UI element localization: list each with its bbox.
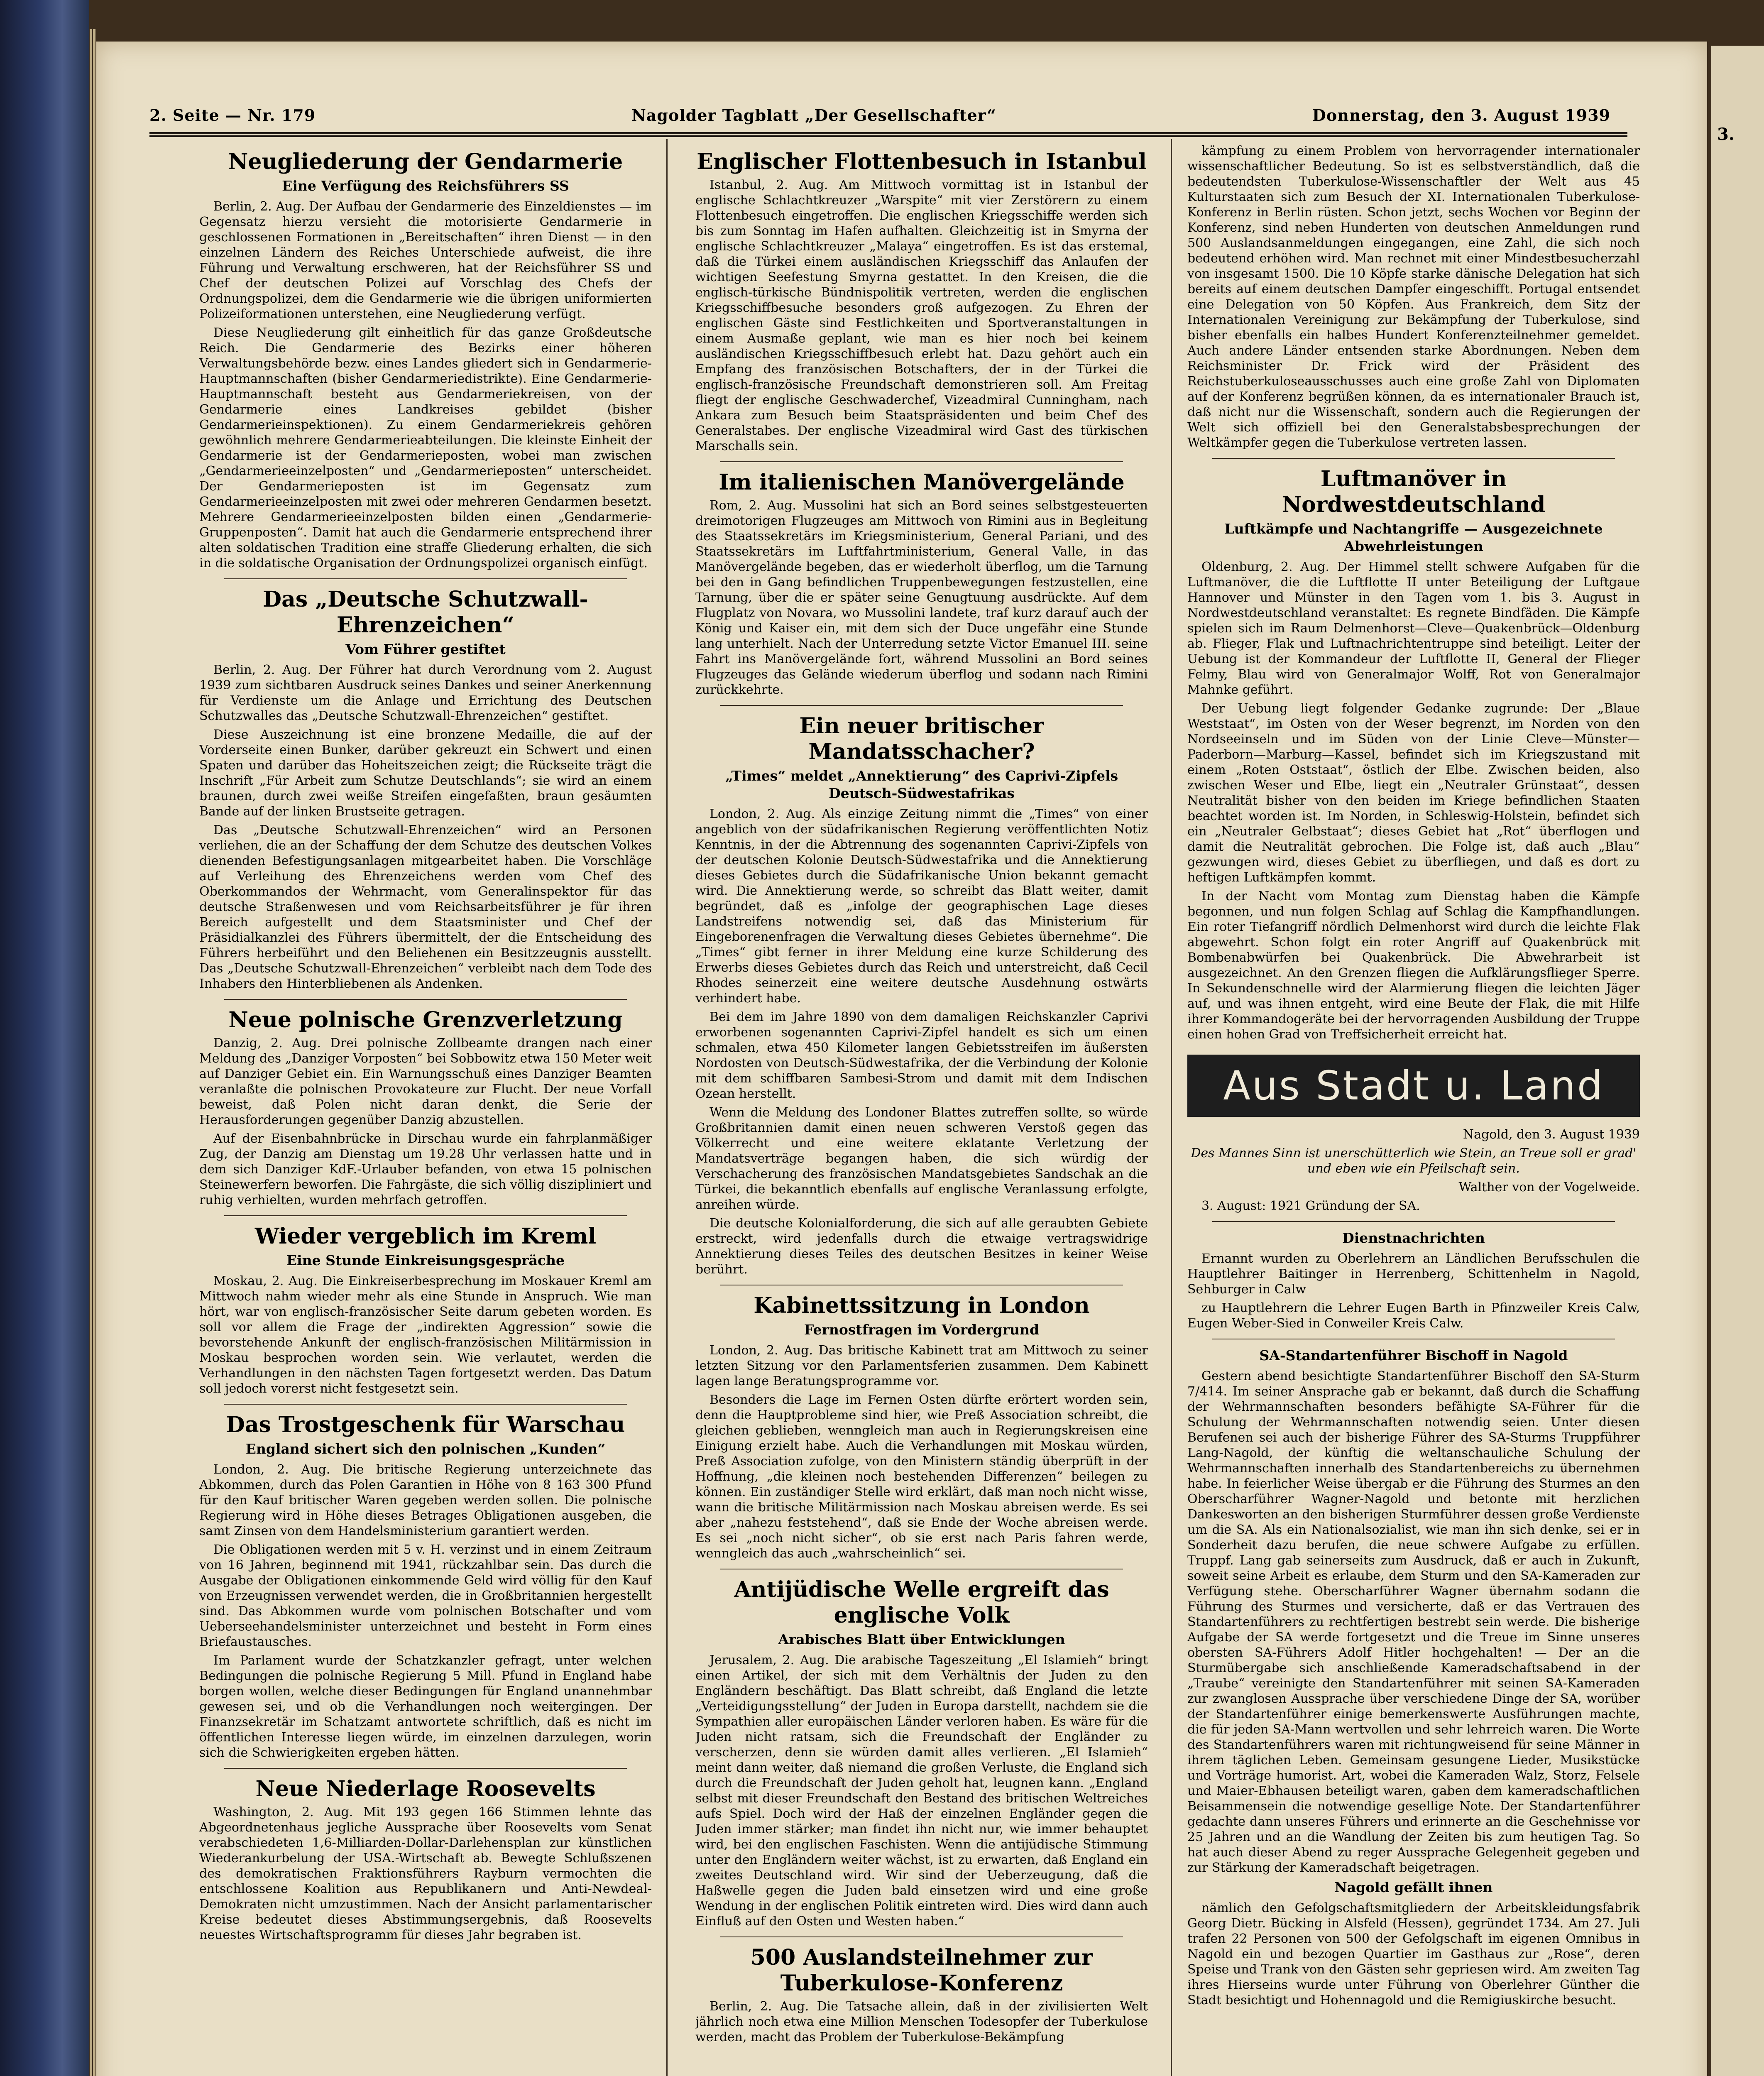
header-rule — [149, 132, 1627, 134]
subheadline: Eine Stunde Einkreisungsgespräche — [286, 1252, 565, 1268]
column-rule — [666, 139, 668, 2076]
paragraph: Im Parlament wurde der Schatzkanzler gefragt, unter welchen Bedingungen die polnische Regierung 5 Mill. Pfund in England habe borgen wollen, welche dieser Bedingungen für England unannehmbar gewesen sei, und ob die Verhandlungen noch weitergingen. Der Finanzsekretär im Schatzamt antwortete schriftlich, daß es nicht im öffentlichen Interesse liegen würde, im einzelnen darzulegen, worin sich die Schwierigkeiten ergeben hätten. — [199, 1653, 652, 1760]
paragraph: Washington, 2. Aug. Mit 193 gegen 166 Stimmen lehnte das Abgeordnetenhaus jegliche Aussprache über Roosevelts vom Senat verabschiedeten 1,6-Milliarden-Dollar-Darlehensplan zur künstlichen Wiederankurbelung der USA.-Wirtschaft ab. Bewegte Schlußszenen des demokratischen Fraktionsführers Rayburn vermochten die entschlossene Koalition aus Republikanern und Anti-Newdeal-Demokraten nicht umzustimmen. Nach der Ansicht parlamentarischer Kreise bedeutet dieses Abstimmungsergebnis, daß Roosevelts neuestes Wirtschaftsprogramm für dieses Jahr begraben ist. — [199, 1805, 652, 1942]
paragraph: Das „Deutsche Schutzwall-Ehrenzeichen“ wird an Personen verliehen, die an der Schaffung der dem Schutze des deutschen Volkes dienenden Befestigungsanlagen mitgearbeitet haben. Die Vorschläge auf Verleihung des Ehrenzeichens werden vom Chef des Oberkommandos der Wehrmacht, vom Generalinspektor für das deutsche Straßenwesen und vom Reichsarbeitsführer je für ihren Bereich aufgestellt und dem Staatsminister und Chef der Präsidialkanzlei des Führers übermittelt, der die Entscheidung des Führers herbeiführt und den Beliehenen ein Besitzzeugnis ausstellt. Das „Deutsche Schutzwall-Ehrenzeichen“ verbleibt nach dem Tode des Inhabers den Hinterbliebenen als Andenken. — [199, 823, 652, 991]
page-header — [149, 83, 1610, 125]
subheadline: Luftkämpfe und Nachtangriffe — Ausgezeichnete Abwehrleistungen — [1224, 521, 1603, 554]
paragraph: kämpfung zu einem Problem von hervorragender internationaler wissenschaftlicher Bedeutung. So ist es selbstverständlich, daß die bedeutendsten Tuberkulose-Wissenschaftler der Welt aus 45 Kulturstaaten sich zum Besuch der XI. Internationalen Tuberkulose-Konferenz in Berlin rüsten. Schon jetzt, sechs Wochen vor Beginn der Konferenz, sind neben Hunderten von deutschen Anmeldungen rund 500 Auslandsanmeldungen eingegangen, eine Zahl, die sich noch bedeutend erhöhen wird. Man rechnet mit einer Mindestbesucherzahl von insgesamt 1500. Die 10 Köpfe starke dänische Delegation hat sich bereits auf einem deutschen Dampfer eingeschifft. Portugal entsendet eine Delegation von 50 Köpfen. Aus Frankreich, dem Sitz der Internationalen Vereinigung zur Bekämpfung der Tuberkulose, sind bisher ebenfalls ein halbes Hundert Konferenzteilnehmer gemeldet. Auch andere Länder entsenden starke Abordnungen. Neben dem Reichsminister Dr. Frick wird der Präsident des Reichstuberkuloseausschusses auch eine große Zahl von Diplomaten auf der Konferenz begrüßen können, da es internationaler Brauch ist, daß nicht nur die Wissenschaft, sondern auch die Regierungen der Welt sich offiziell bei den Generalstabsbesprechungen der Weltkämpfer gegen die Tuberkulose vertreten lassen. — [1187, 144, 1640, 450]
headline: Kabinettssitzung in London — [754, 1293, 1090, 1318]
paragraph: Diese Auszeichnung ist eine bronzene Medaille, die auf der Vorderseite einen Bunker, darüber gekreuzt ein Schwert und einen Spaten und darüber das Hoheitszeichen zeigt; die Rückseite trägt die Inschrift „Für Arbeit zum Schutze Deutschlands“; sie wird an einem braunen, durch zwei weiße Streifen eingefaßten, braun gesäumten Bande auf der linken Brustseite getragen. — [199, 727, 652, 819]
separator — [720, 1936, 1123, 1937]
headline: Im italienischen Manövergelände — [719, 470, 1125, 495]
headline: Neue polnische Grenzverletzung — [228, 1007, 623, 1033]
headline: Wieder vergeblich im Kreml — [254, 1224, 597, 1249]
paragraph: Jerusalem, 2. Aug. Die arabische Tageszeitung „El Islamieh“ bringt einen Artikel, der sich mit dem Verhältnis der Juden zu den Engländern beschäftigt. Das Blatt schreibt, daß England die letzte „Verteidigungsstellung“ der Juden in Europa darstellt, nachdem sie die Sympathien aller europäischen Länder verloren haben. Es wäre für die Juden nicht ratsam, sich die Freundschaft der Engländer zu verscherzen, denn sie würden damit alles verlieren. „El Islamieh“ meint dann weiter, daß niemand die großen Verluste, die England sich durch die Freundschaft der Juden geholt hat, leugnen kann. „England selbst mit dieser Freundschaft den Bestand des britischen Weltreiches aufs Spiel. Doch wird der Haß der einzelnen Engländer gegen die Juden immer stärker; man findet ihn nicht nur, wie immer behauptet wird, bei den englischen Faschisten. Wenn die antijüdische Stimmung unter den Engländern weiter wächst, ist zu erwarten, daß England ein zweites Deutschland wird. Wir sind der Ueberzeugung, daß die Haßwelle gegen die Juden bald einsetzen wird und eine große Wendung in der englischen Politik eintreten wird. Dies wird dann auch Einfluß auf den Osten und Westen haben.“ — [695, 1653, 1148, 1929]
headline: Neugliederung der Gendarmerie — [228, 149, 623, 174]
separator — [720, 461, 1123, 462]
paragraph: In der Nacht vom Montag zum Dienstag haben die Kämpfe begonnen, und nun folgen Schlag auf Schlag die Kampfhandlungen. Ein roter Tiefangriff nördlich Delmenhorst wird durch die leichte Flak abgewehrt. Schon folgt ein roter Angriff auf Quakenbrück mit Bombenabwürfen bei Quakenbrück. Die Abwehrarbeit ist ausgezeichnet. An den Grenzen fliegen die Aufklärungsflieger Sperre. In Sekundenschnelle wird der Alarmierung fliegen die leichten Jäger auf, und was ihnen entgeht, wird eine Beute der Flak, die mit Hilfe ihrer Kommandogeräte bei der hervorragenden Ausbildung der Truppe einen hohen Grad von Treffsicherheit erreicht hat. — [1187, 889, 1640, 1042]
paragraph: Rom, 2. Aug. Mussolini hat sich an Bord seines selbstgesteuerten dreimotorigen Flugzeuges am Mittwoch von Rimini aus in Begleitung des Staatssekretärs im Kriegsministerium, General Pariani, und des Staatssekretärs im Luftfahrtministerium, General Valle, in das Manövergelände begeben, das er wiederholt überflog, um die Tarnung bei den in Gang befindlichen Truppenbewegungen festzustellen, eine Tarnung, über die er später seine Genugtuung ausdrückte. Auf dem Flugplatz von Novara, wo Mussolini landete, traf kurz darauf auch der König und Kaiser ein, mit dem sich der Duce ungefähr eine Stunde lang unterhielt. Nach der Unterredung setzte Victor Emanuel III. seine Fahrt ins Manövergelände fort, während Mussolini an Bord seines Flugzeuges das Gelände wiederum überflog und sodann nach Rimini zurückkehrte. — [695, 498, 1148, 697]
headline: Englischer Flottenbesuch in Istanbul — [697, 149, 1147, 174]
headline: Das „Deutsche Schutzwall-Ehrenzeichen“ — [263, 587, 588, 638]
header-masthead: Nagolder Tagblatt „Der Gesellschafter“ — [631, 106, 997, 125]
headline: Nagold gefällt ihnen — [1334, 1879, 1493, 1895]
subheadline: „Times“ meldet „Annektierung“ des Caprivi-Zipfels Deutsch-Südwestafrikas — [725, 768, 1118, 801]
separator — [224, 1768, 627, 1769]
paragraph: Danzig, 2. Aug. Drei polnische Zollbeamte drangen nach einer Meldung des „Danziger Vorposten“ bei Sobbowitz etwa 150 Meter weit auf Danziger Gebiet ein. Ein Warnungsschuß eines Danziger Beamten veranlaßte die polnischen Provokateure zur Flucht. Der neue Vorfall beweist, daß Polen nicht daran denkt, die Serie der Herausforderungen gegenüber Danzig abzustellen. — [199, 1036, 652, 1127]
paragraph: Wenn die Meldung des Londoner Blattes zutreffen sollte, so würde Großbritannien damit einen neuen schweren Verstoß gegen das Völkerrecht und eine weitere eklatante Verletzung der Mandatsverträge begangen haben, die sich würdig der Verschacherung des französischen Mandatsgebietes Sandschak an die Türkei, die bekanntlich ebenfalls auf englische Veranlassung erfolgte, anreihen würde. — [695, 1105, 1148, 1212]
column-1 — [199, 143, 652, 2076]
headline: Luftmanöver in Nordwestdeutschland — [1282, 466, 1546, 517]
paragraph: Berlin, 2. Aug. Der Aufbau der Gendarmerie des Einzeldienstes — im Gegensatz hierzu versieht die motorisierte Gendarmerie in geschlossenen Formationen in „Bereitschaften“ ihren Dienst — in den einzelnen Ländern des Reiches Unterschiede aufweist, die ihre Führung und Verwaltung erschweren, hat der Reichsführer SS und Chef der deutschen Polizei auf Vorschlag des Chefs der Ordnungspolizei, dem die Gendarmerie wie die übrigen uniformierten Polizeiformationen unterstehen, eine Neugliederung verfügt. — [199, 199, 652, 321]
dateline: Nagold, den 3. August 1939 — [1463, 1127, 1640, 1142]
paragraph: Oldenburg, 2. Aug. Der Himmel stellt schwere Aufgaben für die Luftmanöver, die die Luftflotte II unter Beteiligung der Luftgaue Hannover und Münster in den Tagen vom 1. bis 3. August in Nordwestdeutschland veranstaltet: Es regnete Bindfäden. Die Kämpfe spielen sich im Raum Delmenhorst—Cleve—Quakenbrück—Oldenburg ab. Flieger, Flak und Luftnachrichtentruppe sind beteiligt. Leiter der Uebung ist der Kommandeur der Luftflotte II, General der Flieger Felmy, Blau wird von Generalmajor Wolff, Rot von Generalmajor Mahnke geführt. — [1187, 560, 1640, 697]
header-page-number: 2. Seite — Nr. 179 — [149, 106, 316, 125]
separator — [224, 999, 627, 1000]
paragraph: Besonders die Lage im Fernen Osten dürfte erörtert worden sein, denn die Hauptprobleme sind hier, wie Preß Association schreibt, die gleichen geblieben, wenngleich man auch in Regierungskreisen eine Einigung erzielt habe. Auch die Verhandlungen mit Moskau würden, Preß Association zufolge, von den Ministern ständig überprüft in der Hoffnung, „die kleinen noch bestehenden Differenzen“ beilegen zu können. Ein zuständiger Stelle wird erklärt, daß man noch nicht wisse, wann die britische Militärmission nach Moskau abreisen werde. Es sei aber „nahezu feststehend“, daß sie Ende der Woche abreisen werde. Es sei „noch nicht sicher“, ob sie erst nach Paris fahren werde, wenngleich das auch „wahrscheinlich“ sei. — [695, 1393, 1148, 1561]
separator — [720, 705, 1123, 706]
separator — [224, 578, 627, 579]
subheadline: Vom Führer gestiftet — [345, 641, 506, 657]
paragraph: Moskau, 2. Aug. Die Einkreiserbesprechung im Moskauer Kreml am Mittwoch nahm wieder mehr als eine Stunde in Anspruch. Wie man hört, war von englisch-französischer Seite darum gebeten worden. Es soll vor allem die Frage der „indirekten Aggression“ sowie die bevorstehende Ankunft der englisch-französischen Militärmission in Moskau besprochen worden sein. Wie verlautet, werden die Verhandlungen in den nächsten Tagen fortgesetzt werden. Das Datum soll jedoch vorerst nicht festgesetzt sein. — [199, 1274, 652, 1396]
paragraph: Diese Neugliederung gilt einheitlich für das ganze Großdeutsche Reich. Die Gendarmerie des Bezirks einer höheren Verwaltungsbehörde bezw. eines Landes gliedert sich in Gendarmerie-Hauptmannschaften (bisher Gendarmeriedistrikte). Eine Gendarmerie-Hauptmannschaft besteht aus Gendarmeriekreisen, von der Gendarmerie eines Landkreises gebildet (bisher Gendarmerieinspektionen). Zu einem Gendarmeriekreis gehören gewöhnlich mehrere Gendarmerieabteilungen. Die kleinste Einheit der Gendarmerie ist der Gendarmerieposten, wobei man zwischen „Gendarmerieeinzelposten“ und „Gendarmerieposten“ unterscheidet. Der Gendarmerieposten ist im Gegensatz zum Gendarmerieeinzelposten mit zwei oder mehreren Gendarmen besetzt. Mehrere Gendarmerieeinzelposten bilden einen „Gendarmerie-Gruppenposten“. Damit hat auch die Gendarmerie entsprechend ihrer alten soldatischen Tradition eine straffe Gliederung erhalten, die sich in die soldatische Organisation der Ordnungspolizei organisch einfügt. — [199, 326, 652, 570]
headline: Ein neuer britischer Mandatsschacher? — [799, 713, 1044, 764]
page-edge — [90, 29, 92, 2076]
header-rule — [149, 135, 1627, 137]
paragraph: London, 2. Aug. Als einzige Zeitung nimmt die „Times“ von einer angeblich von der südafrikanischen Regierung veröffentlichten Notiz Kenntnis, in der die Abtrennung des sogenannten Caprivi-Zipfels von der deutschen Kolonie Deutsch-Südwestafrika und die Annektierung dieses Gebietes durch die Südafrikanische Union bekannt gemacht wird. Die Annektierung werde, so schreibt das Blatt weiter, damit begründet, daß es „infolge der geographischen Lage dieses Landstreifens notwendig sei, daß das Ministerium für Eingeborenenfragen die Verwaltung dieses Gebietes übernehme“. Die „Times“ gibt ferner in ihrer Meldung eine kurze Schilderung des Erwerbs dieses Gebietes durch das Reich und unterstreicht, daß Cecil Rhodes seinerzeit eine weitere deutsche Ausdehnung ostwärts verhindert habe. — [695, 807, 1148, 1006]
motto-quote: Des Mannes Sinn ist unerschütterlich wie Stein, an Treue soll er grad' und eben wie ein Pfeilschaft sein. — [1191, 1146, 1637, 1176]
paragraph: Berlin, 2. Aug. Der Führer hat durch Verordnung vom 2. August 1939 zum sichtbaren Ausdruck seines Dankes und seiner Anerkennung für Verdienste um die Anlage und Errichtung des Deutschen Schutzwalles das „Deutsche Schutzwall-Ehrenzeichen“ gestiftet. — [199, 663, 652, 723]
headline: Das Trostgeschenk für Warschau — [226, 1412, 625, 1437]
page-edge — [93, 29, 95, 2076]
paragraph: Der Uebung liegt folgender Gedanke zugrunde: Der „Blaue Weststaat“, im Osten von der Weser begrenzt, im Norden von den Nordseeinseln und im Süden von der Linie Cleve—Münster—Paderborn—Marburg—Kassel, befindet sich im Kriegszustand mit einem „Roten Oststaat“, östlich der Elbe. Zwischen beiden, also zwischen Weser und Elbe, liegt ein „Neutraler Grünstaat“, dessen Neutralität bisher von den beiden im Kriege befindlichen Staaten beachtet worden ist. Im Norden, in Schleswig-Holstein, befindet sich ein „Neutraler Gelbstaat“; dieses Gebiet hat „Rot“ überflogen und damit die Neutralität gebrochen. Die Folge ist, daß auch „Blau“ gezwungen wird, dieses Gebiet zu überfliegen, und daß es dort zu heftigen Luftkämpfen kommt. — [1187, 701, 1640, 885]
section-banner: Aus Stadt u. Land — [1187, 1055, 1640, 1117]
paragraph: Bei dem im Jahre 1890 von dem damaligen Reichskanzler Caprivi erworbenen sogenannten Caprivi-Zipfel handelt es sich um einen schmalen, etwa 450 Kilometer langen Gebietsstreifen im äußersten Nordosten von Deutsch-Südwestafrika, der die Verbindung der Kolonie mit dem schiffbaren Sambesi-Strom und damit mit dem Indischen Ozean herstellt. — [695, 1010, 1148, 1101]
paragraph: zu Hauptlehrern die Lehrer Eugen Barth in Pfinzweiler Kreis Calw, Eugen Weber-Sied in Conweiler Kreis Calw. — [1187, 1301, 1640, 1331]
next-page-strip — [1711, 46, 1764, 2076]
headline: Neue Niederlage Roosevelts — [255, 1776, 596, 1802]
next-page-number: 3. — [1717, 125, 1735, 144]
headline: SA-Standartenführer Bischoff in Nagold — [1259, 1347, 1568, 1364]
separator — [224, 1404, 627, 1405]
subheadline: Fernostfragen im Vordergrund — [804, 1322, 1040, 1338]
paragraph: London, 2. Aug. Das britische Kabinett trat am Mittwoch zu seiner letzten Sitzung vor den Parlamentsferien zusammen. Dem Kabinett lagen lange Beratungsprogramme vor. — [695, 1343, 1148, 1388]
header-date: Donnerstag, den 3. August 1939 — [1312, 106, 1610, 125]
book-binding — [0, 0, 89, 2076]
subheadline: Arabisches Blatt über Entwicklungen — [778, 1631, 1065, 1648]
separator — [224, 1215, 627, 1216]
paragraph: Berlin, 2. Aug. Die Tatsache allein, daß in der zivilisierten Welt jährlich noch etwa eine Million Menschen Todesopfer der Tuberkulose werden, macht das Problem der Tuberkulose-Bekämpfung — [695, 1999, 1148, 2044]
paragraph: nämlich den Gefolgschaftsmitgliedern der Arbeitskleidungsfabrik Georg Dietr. Bücking in Alsfeld (Hessen), gegründet 1734. Am 27. Juli trafen 22 Personen von 500 der Gefolgschaft im eigenen Omnibus in Nagold ein und bezogen Quartier im Gasthaus zur „Rose“, deren Speise und Trank von den Gästen sehr gepriesen wird. Am zweiten Tag ihres Hierseins wurde unter Führung von Oberlehrer Günther die Stadt besichtigt und Hohennagold und die Remigiuskirche besucht. — [1187, 1901, 1640, 2007]
memorial-note: 3. August: 1921 Gründung der SA. — [1201, 1199, 1420, 1213]
paragraph: London, 2. Aug. Die britische Regierung unterzeichnete das Abkommen, durch das Polen Garantien in Höhe von 8 163 300 Pfund für den Kauf britischer Waren gegeben werden sollen. Die polnische Regierung wird in Höhe dieses Betrages Obligationen ausgeben, die samt Zinsen von dem Handelsministerium garantiert werden. — [199, 1462, 652, 1538]
headline: Antijüdische Welle ergreift das englische Volk — [734, 1577, 1109, 1628]
separator — [1212, 458, 1615, 459]
paragraph: Auf der Eisenbahnbrücke in Dirschau wurde ein fahrplanmäßiger Zug, der Danzig am Dienstag um 19.28 Uhr verlassen hatte und in dem sich Danziger KdF.-Urlauber befanden, von etwa 15 polnischen Steinewerfern beworfen. Die Fahrgäste, die sich völlig diszipliniert und ruhig verhielten, wurden mehrfach getroffen. — [199, 1131, 652, 1207]
quote-author: Walther von der Vogelweide. — [1458, 1180, 1640, 1195]
paragraph: Die Obligationen werden mit 5 v. H. verzinst und in einem Zeitraum von 16 Jahren, beginnend mit 1941, rückzahlbar sein. Das durch die Ausgabe der Obligationen einkommende Geld wird völlig für den Kauf von Erzeugnissen verwendet werden, die in Großbritannien hergestellt sind. Das Abkommen wurde vom polnischen Botschafter und vom Ueberseehandelsminister unterzeichnet und besteht in Form eines Briefaustausches. — [199, 1542, 652, 1649]
subheadline: England sichert sich den polnischen „Kunden“ — [245, 1441, 606, 1457]
subheadline: Dienstnachrichten — [1342, 1230, 1485, 1246]
paragraph: Ernannt wurden zu Oberlehrern an Ländlichen Berufsschulen die Hauptlehrer Baitinger in Herrenberg, Schittenhelm in Nagold, Sehburger in Calw — [1187, 1251, 1640, 1297]
paragraph: Gestern abend besichtigte Standartenführer Bischoff den SA-Sturm 7/414. Im seiner Ansprache gab er bekannt, daß durch die Schaffung der Wehrmannschaften besonders befähigte SA-Führer für die Schulung der Wehrmannschaften notwendig seien. Unter diesen Berufenen sei auch der bisherige Führer des SA-Sturms Truppführer Lang-Nagold, der künftig die weltanschauliche Schulung der Wehrmannschaften innerhalb des Standartenbereichs zu übernehmen habe. In feierlicher Weise übergab er die Führung des Sturmes an den Oberscharführer Wagner-Nagold und betonte mit herzlichen Dankesworten an den bisherigen Sturmführer dessen große Verdienste um die SA. Als ein Nationalsozialist, wie man ihn sich denke, sei er in Sonderheit dazu berufen, die neue schwere Aufgabe zu erfüllen. Truppf. Lang gab seinerseits zum Ausdruck, daß er auch in Zukunft, soweit seine Arbeit es erlaube, dem Sturm und den SA-Kameraden zur Verfügung stehe. Oberscharführer Wagner übernahm sodann die Führung des Sturmes und versicherte, daß er das Vertrauen des Standartenführers zu rechtfertigen bestrebt sein werde. Die bisherige Aufgabe der SA werde fortgesetzt und die Treue im Sinne unseres obersten SA-Führers Adolf Hitler hochgehalten! — Der an die Sturmübergabe sich anschließende Kameradschaftsabend in der „Traube“ vereinigte den Standartenführer mit seinen SA-Kameraden zur zwanglosen Aussprache über verschiedene Dinge der SA, worüber der Standartenführer einige bemerkenswerte Ausführungen machte, die für jeden SA-Mann wertvollen und sehr lehrreich waren. Die Worte des Standartenführers waren mit richtungweisend für seine Männer in ihrem täglichen Leben. Gemeinsam gesungene Lieder, Musikstücke und Vorträge humorist. Art, wobei die Kameraden Walz, Storz, Felsele und Maier-Ebhausen beteiligt waren, gaben dem kameradschaftlichen Beisammensein die notwendige gesellige Note. Der Standartenführer gedachte dann unseres Führers und erinnerte an die Geschehnisse vor 25 Jahren und an die Wandlung der Zeiten bis zum heutigen Tag. So hat auch dieser Abend zu reger Aussprache Gelegenheit gegeben und zur Stärkung der Kameradschaft beigetragen. — [1187, 1369, 1640, 1875]
column-2 — [695, 143, 1148, 2076]
separator — [1212, 1221, 1615, 1222]
headline: 500 Auslandsteilnehmer zur Tuberkulose-Konferenz — [750, 1945, 1093, 1996]
paragraph: Istanbul, 2. Aug. Am Mittwoch vormittag ist in Istanbul der englische Schlachtkreuzer „Warspite“ mit vier Zerstörern zu einem Flottenbesuch eingetroffen. Die englischen Kriegsschiffe werden sich bis zum Sonntag im Hafen aufhalten. Gleichzeitig ist in Smyrna der englische Schlachtkreuzer „Malaya“ eingetroffen. Es ist das erstemal, daß die Türkei einem ausländischen Kriegsschiff das Anlaufen der wichtigen Seefestung Smyrna gestattet. In den Kreisen, die die englisch-türkische Bündnispolitik vertreten, werden die englischen Kriegsschiffbesuche besonders groß aufgezogen. Zu Ehren der englischen Gäste sind Festlichkeiten und Sportveranstaltungen in einem Ausmaße geplant, wie man es hier noch bei keinem ausländischen Kriegsschiffbesuch erlebt hat. Dazu gehört auch ein Empfang des französischen Botschafters, der in der Türkei die englisch-französische Freundschaft demonstrieren soll. Am Freitag fliegt der englische Geschwaderchef, Vizeadmiral Cunningham, nach Ankara zum Besuch beim Staatspräsidenten und beim Chef des Generalstabes. Der englische Vizeadmiral wird Gast des türkischen Marschalls sein. — [695, 178, 1148, 453]
column-3 — [1187, 143, 1640, 2076]
paragraph: Die deutsche Kolonialforderung, die sich auf alle geraubten Gebiete erstreckt, wird jedenfalls durch die etwaige vertragswidrige Annektierung dieses Teiles des deutschen Besitzes in keiner Weise berührt. — [695, 1216, 1148, 1277]
column-rule — [1171, 139, 1172, 2076]
subheadline: Eine Verfügung des Reichsführers SS — [282, 178, 569, 194]
